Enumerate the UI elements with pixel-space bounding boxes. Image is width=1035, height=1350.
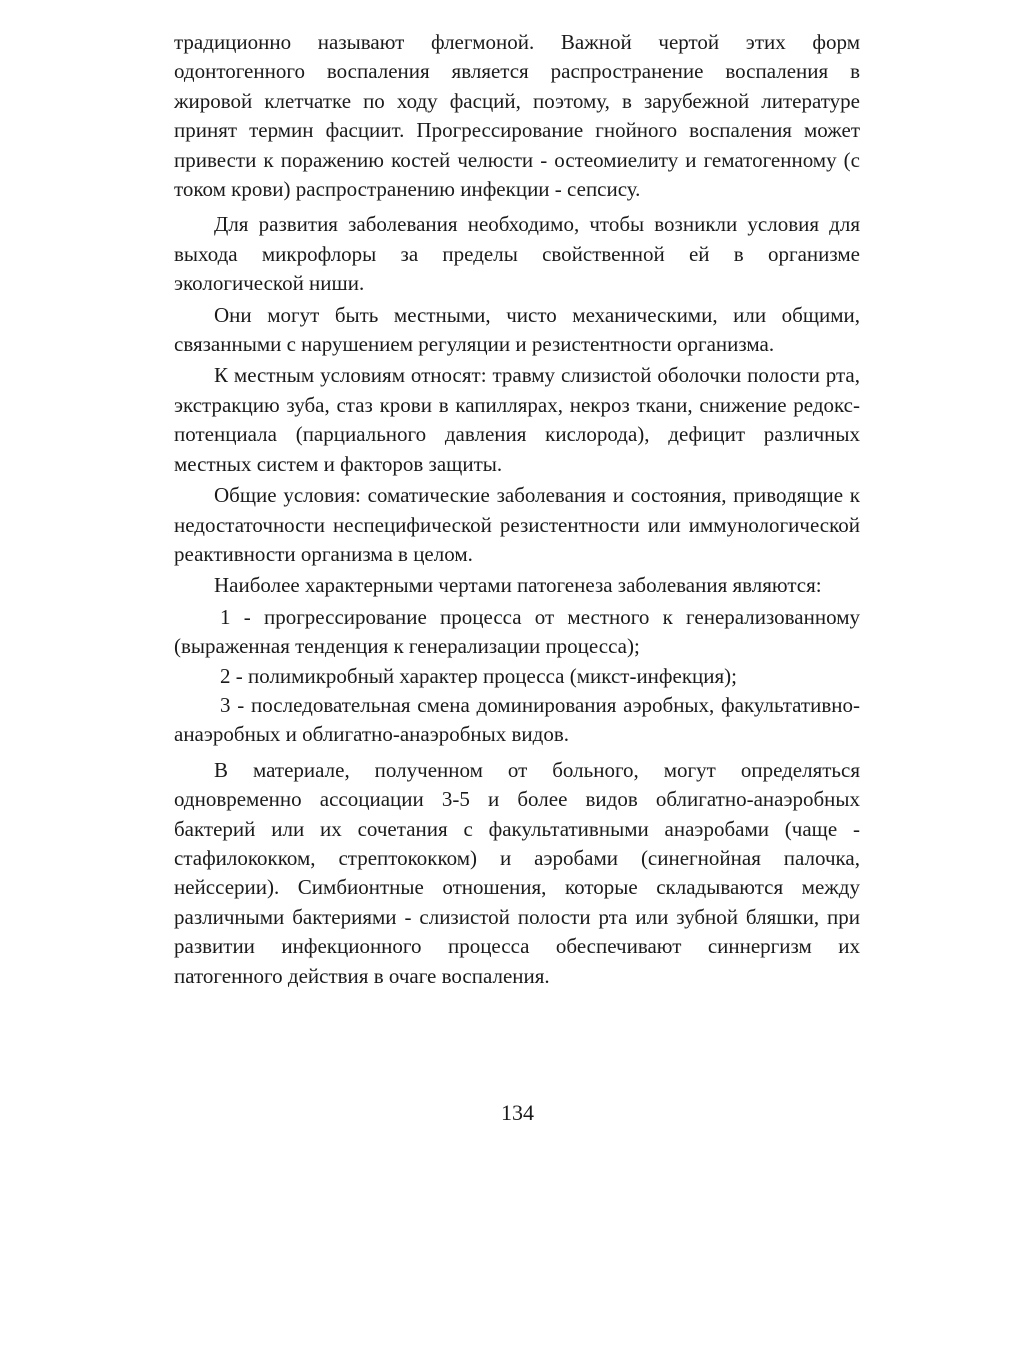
paragraph-conditions-intro: Для развития заболевания необходимо, чтобы возникли условия для выхода микрофлоры за пределы свойственной ей в организме экологической ниши. bbox=[174, 212, 860, 296]
paragraph-pathogenesis-intro: Наиболее характерными чертами патогенеза заболевания являются: bbox=[214, 573, 822, 598]
list-item: 1 - прогрессирование процесса от местного к генерализованному (выраженная тенденция к генерализации процесса); bbox=[174, 604, 860, 659]
paragraph-material: В материале, полученном от больного, могут определяться одновременно ассоциации 3-5 и более видов облигатно-анаэробных бактерий или их сочетания с факультативными анаэробами (чаще - стафилококком, стрептококком) и аэробами (синегнойная палочка, нейссерии). Симбионтные отношения, которые складываются между различными бактериями - слизистой полости рта или зубной бляшки, при развитии инфекционного процесса обеспечивают синнергизм их патогенного действия в очаге воспаления. bbox=[174, 757, 860, 988]
list-item: 2 - полимикробный характер процесса (микст-инфекция); bbox=[220, 663, 738, 688]
paragraph-local-conditions: К местным условиям относят: травму слизистой оболочки полости рта, экстракцию зуба, стаз крови в капиллярах, некроз ткани, снижение редокс-потенциала (парциального давления кислорода), дефицит различных местных систем и факторов защиты. bbox=[174, 363, 860, 476]
paragraph-conditions-types: Они могут быть местными, чисто механическими, или общими, связанными с нарушением регуляции и резистентности организма. bbox=[174, 302, 860, 357]
paragraph-continuation: традиционно называют флегмоной. Важной чертой этих форм одонтогенного воспаления является распространение воспаления в жировой клетчатке по ходу фасций, поэтому, в зарубежной литературе принят термин фасциит. Прогрессирование гнойного воспаления может привести к поражению костей челюсти - остеомиелиту и гематогенному (с током крови) распространению инфекции - сепсису. bbox=[174, 30, 860, 202]
paragraph-general-conditions: Общие условия: соматические заболевания и состояния, приводящие к недостаточности неспецифической резистентности или иммунологической реактивности организма в целом. bbox=[174, 483, 860, 566]
list-item: 3 - последовательная смена доминирования аэробных, факультативно-анаэробных и облигатно-анаэробных видов. bbox=[174, 692, 860, 747]
page-body bbox=[174, 28, 860, 993]
page-number: 134 bbox=[501, 1100, 534, 1125]
